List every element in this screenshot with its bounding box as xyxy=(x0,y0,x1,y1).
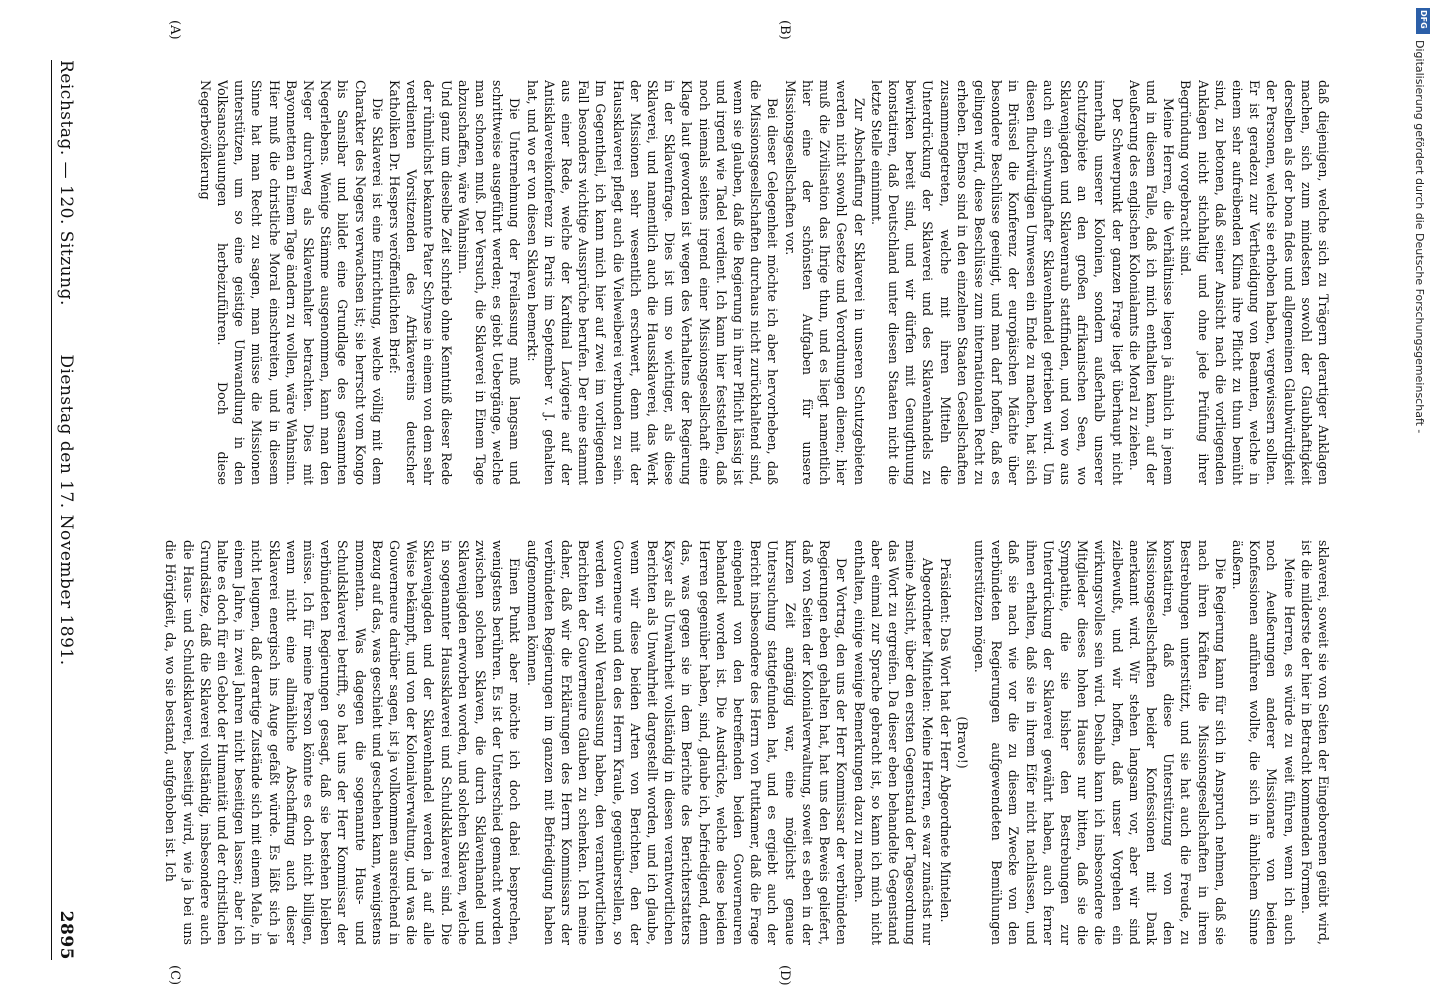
quotation: Die Unternehmung der Freilassung muß langsam und schrittweise ausgeführt werden; es giebt Uebergänge, welche man schonen muß. Der Versuch, die Sklaverei in Einem Tage abzuschaffen, wäre Wahnsinn. xyxy=(455,80,523,485)
paragraph: Die Regierung kann für sich in Anspruch nehmen, daß sie nach ihren Kräften die Missionsgesellschaften in ihren Bestrebungen unterstützt, und sie hat auch die Freude, zu konstatiren, daß diese Unterstützung von den Missionsgesellschaften beider Konfessionen mit Dank anerkannt wird. Wir stehen langsam vor, aber wir sind zielbewußt, und wir hoffen, daß unser Vorgehen ein wirkungsvolles sein wird. Deshalb kann ich insbesondere die Mitglieder dieses hohen Hauses nur bitten, daß sie die Sympathie, die sie bisher den Bestrebungen zur Unterdrückung der Sklaverei gewährt haben, auch ferner ihnen erhalten, daß sie in ihrem Eifer nicht nachlassen, und daß sie nach wie vor die zu diesem Zwecke von den verbündeten Regierungen aufgewendeten Bemühungen unterstützen mögen. xyxy=(971,540,1228,945)
paragraph: Meine Herren, es würde zu weit führen, wenn ich auch noch Aeußerungen anderer Missionare von beiden Konfessionen anführen wollte, die sich in ähnlichem Sinne äußern. xyxy=(1229,540,1297,945)
quotation: Die Sklaverei ist eine Einrichtung, welche völlig mit dem Charakter des Negers verwachsen ist; sie herrscht vom Kongo bis Sansibar und bildet eine Grundlage des gesammten Negerlebens. Wenige Stämme ausgenommen, kann man den Neger durchweg als Sklavenhalter betrachten. Dies mit Bayonnetten an Einem Tage ändern zu wollen, wäre Wahnsinn. Hier muß die christliche Moral einschreiten, und in diesem Sinne hat man Recht zu sagen, man müsse die Missionen unterstützen, um so eine geistige Umwandlung in den Volksanschauungen herbeizuführen. Doch diese Negerbevölkerung xyxy=(197,80,385,485)
applause-note: (Bravo!) xyxy=(954,716,970,769)
dfg-logo xyxy=(1416,8,1430,34)
margin-marker-d: (D) xyxy=(777,965,792,986)
paragraph: daß diejenigen, welche sich zu Trägern derartiger Anklagen machen, sich zum mindesten sowohl der Glaubhaftigkeit derselben als der bona fides und allgemeinen Glaubwürdigkeit der Personen, welche sie erhoben haben, vergewissern sollten. Er ist geradezu zur Vertheidigung von Beamten, welche in einem sehr aufreibenden Klima ihre Pflicht zu thun bemüht sind, zu betonen, daß seiner Ansicht nach die vorliegenden Anklagen nicht stichhaltig und ohne jede Prüfung ihrer Begründung vorgebracht sind. xyxy=(1178,80,1331,485)
speech-start: Abgeordneter Mintelen: Meine Herren, es war zunächst nur meine Absicht, über den ersten Gegenstand der Tagesordnung das Wort zu ergreifen. Da dieser eben behandelte Gegenstand aber einmal zur Sprache gebracht ist, so kann ich mich nicht enthalten, einige wenige Bemerkungen dazu zu machen. xyxy=(851,540,936,945)
paragraph: sklaverei, soweit sie von Seiten der Eingeborenen geübt wird, ist die milderste der hier in Betracht kommenden Formen. xyxy=(1298,540,1331,945)
margin-marker-c: (C) xyxy=(167,965,182,986)
right-column xyxy=(97,540,1332,945)
paragraph: Zur Abschaffung der Sklaverei in unseren Schutzgebieten werden nicht sowohl Gesetze und Verordnungen dienen; hier muß die Zivilisation das Ihrige thun, und es liegt namentlich hier eine der schönsten Aufgaben für unsere Missionsgesellschaften vor. xyxy=(782,80,867,485)
paragraph: Der Schwerpunkt der ganzen Frage liegt überhaupt nicht innerhalb unserer Kolonien, sondern außerhalb unserer Schutzgebiete an den großen afrikanischen Seen, wo Sklavenjagden und Sklavenraub stattfinden, und von wo aus auch ein schwunghafter Sklavenhandel getrieben wird. Um diesen fluchwürdigen Umwesen ein Ende zu machen, hat sich in Brüssel die Konferenz der europäischen Mächte über besondere Beschlüsse geeinigt, und man darf hoffen, daß es gelingen wird, diese Beschlüsse zum internationalen Recht zu erheben. Ebenso sind in den einzelnen Staaten Gesellschaften zusammengetreten, welche mit ihren Mitteln die Unterdrückung der Sklaverei und des Sklavenhandels zu bewirken bereit sind, und wir dürfen mit Genugthuung konstatiren, daß Deutschland unter diesen Staaten nicht die letzte Stelle einnimmt. xyxy=(868,80,1125,485)
left-column xyxy=(97,80,1332,485)
header-section: Reichstag. — 120. Sitzung. xyxy=(56,60,76,306)
paragraph: Einen Punkt aber möchte ich doch dabei besprechen, wenigstens berühren. Es ist der Unterschied gemacht worden zwischen solchen Sklaven, die durch Sklavenhandel und Sklavenjagden erworben worden, und solchen Sklaven, welche in sogenannter Haussklaverei und Schuldsklaverei sind. Die Sklavenjagden und der Sklavenhandel werden ja auf alle Weise bekämpft, und von der Kolonialverwaltung, und was die Gouverneure darüber sagen, ist ja vollkommen ausreichend in Bezug auf das, was geschieht und geschehen kann, wenigstens momentan. Was dagegen die sogenannte Haus- und Schuldsklaverei betrifft, so hat uns der Herr Kommissar der verbündeten Regierungen gesagt, daß sie bestehen bleiben müsse. Ich für meine Person könnte es doch nicht billigen, wenn nicht eine allmähliche Abschaffung auch dieser Sklaverei energisch ins Auge gefaßt würde. Es läßt sich ja nicht leugnen, daß derartige Zustände sich mit einem Male, in einem Jahre, in zwei Jahren nicht beseitigen lassen; aber ich halte es doch für ein Gebot der Humanität und der christlichen Grundsätze, daß die Sklaverei vollständig, insbesondere auch die Haus- und Schuldsklaverei, beseitigt wird, wie ja bei uns die Hörigkeit, da, wo sie bestand, aufgehoben ist. Ich xyxy=(163,540,523,945)
margin-marker-b: (B) xyxy=(777,20,792,40)
paragraph: Bei dieser Gelegenheit möchte ich aber hervorheben, daß die Missionsgesellschaften durchaus nicht zurückhaltend sind, wenn sie glauben, daß die Regierung in ihrer Pflicht lässig ist und irgend wie Tadel verdient. Ich kann hier feststellen, daß noch niemals seitens irgend einer Missionsgesellschaft eine Klage laut geworden ist wegen des Verhaltens der Regierung in der Sklavenfrage. Dies ist um so wichtiger, als diese Sklaverei, und namentlich auch die Haussklaverei, das Werk der Missionen sehr wesentlich erschwert, denn mit der Haussklaverei pflegt auch die Vielweiberei verbunden zu sein. Im Gegentheil, ich kann mich hier auf zwei im vorliegenden Fall besonders wichtige Aussprüche berufen. Der eine stammt aus einer Rede, welche der Kardinal Lavigerie auf der Antisklavereikonferenz in Paris im September v. J. gehalten hat, und wo er von diesen Sklaven bemerkt: xyxy=(524,80,781,485)
digitization-credit xyxy=(1412,40,1428,940)
page-header xyxy=(51,60,82,960)
credit-text: Digitalisierung gefördert durch die Deutsche Forschungsgemeinschaft - xyxy=(1413,40,1426,434)
header-date: Dienstag den 17. November 1891. xyxy=(56,354,76,666)
paragraph: Der Vortrag, den uns der Herr Kommissar der verbündeten Regierungen eben gehalten hat, hat uns den Beweis geliefert, daß von Seiten der Kolonialverwaltung, soweit es eben in der kurzen Zeit angängig war, eine möglichst genaue Untersuchung stattgefunden hat, und es ergiebt auch der Bericht insbesondere des Herrn von Puttkamer, daß die Frage eingehend von den betreffenden beiden Gouverneuren behandelt worden ist. Die Ausdrücke, welche diese beiden Herren gegenüber haben, sind, glaube ich, befriedigend, denn das, was gegen sie in dem Berichte des Berichterstatters Kayser als Unwahrheit vollständig in diesen verantwortlichen Berichten als Unwahrheit dargestellt worden, und ich glaube, wenn wir diese beiden Arten von Berichten, den der Gouverneure und den des Herrn Kraule, gegenüberstellen, so werden wir wohl Veranlassung haben, den verantwortlichen Berichten der Gouverneure Glauben zu schenken. Ich meine daher, daß wir die Erklärungen des Herrn Kommissars der verbündeten Regierungen im ganzen mit Befriedigung haben aufgenommen können. xyxy=(524,540,850,945)
paragraph: Meine Herren, die Verhältnisse liegen ja ähnlich in jenem und in diesem Falle, daß ich mich enthalten kann, auf der Aeußerung des englischen Kolonialamts die Moral zu ziehen. xyxy=(1126,80,1177,485)
page-number: 2895 xyxy=(56,910,76,960)
margin-marker-a: (A) xyxy=(167,20,182,40)
president-statement: Präsident: Das Wort hat der Herr Abgeordnete Mintelen. xyxy=(937,558,953,923)
dfg-logo-text: DFG xyxy=(1419,10,1428,29)
paragraph: Und ganz um dieselbe Zeit schrieb ohne Kenntniß dieser Rede der rühmlichst bekannte Pater Schynse in einem von dem sehr verdienten Vorsitzenden des Afrikavereins deutscher Katholiken Dr. Hespers veröffentlichten Brief: xyxy=(387,80,454,485)
